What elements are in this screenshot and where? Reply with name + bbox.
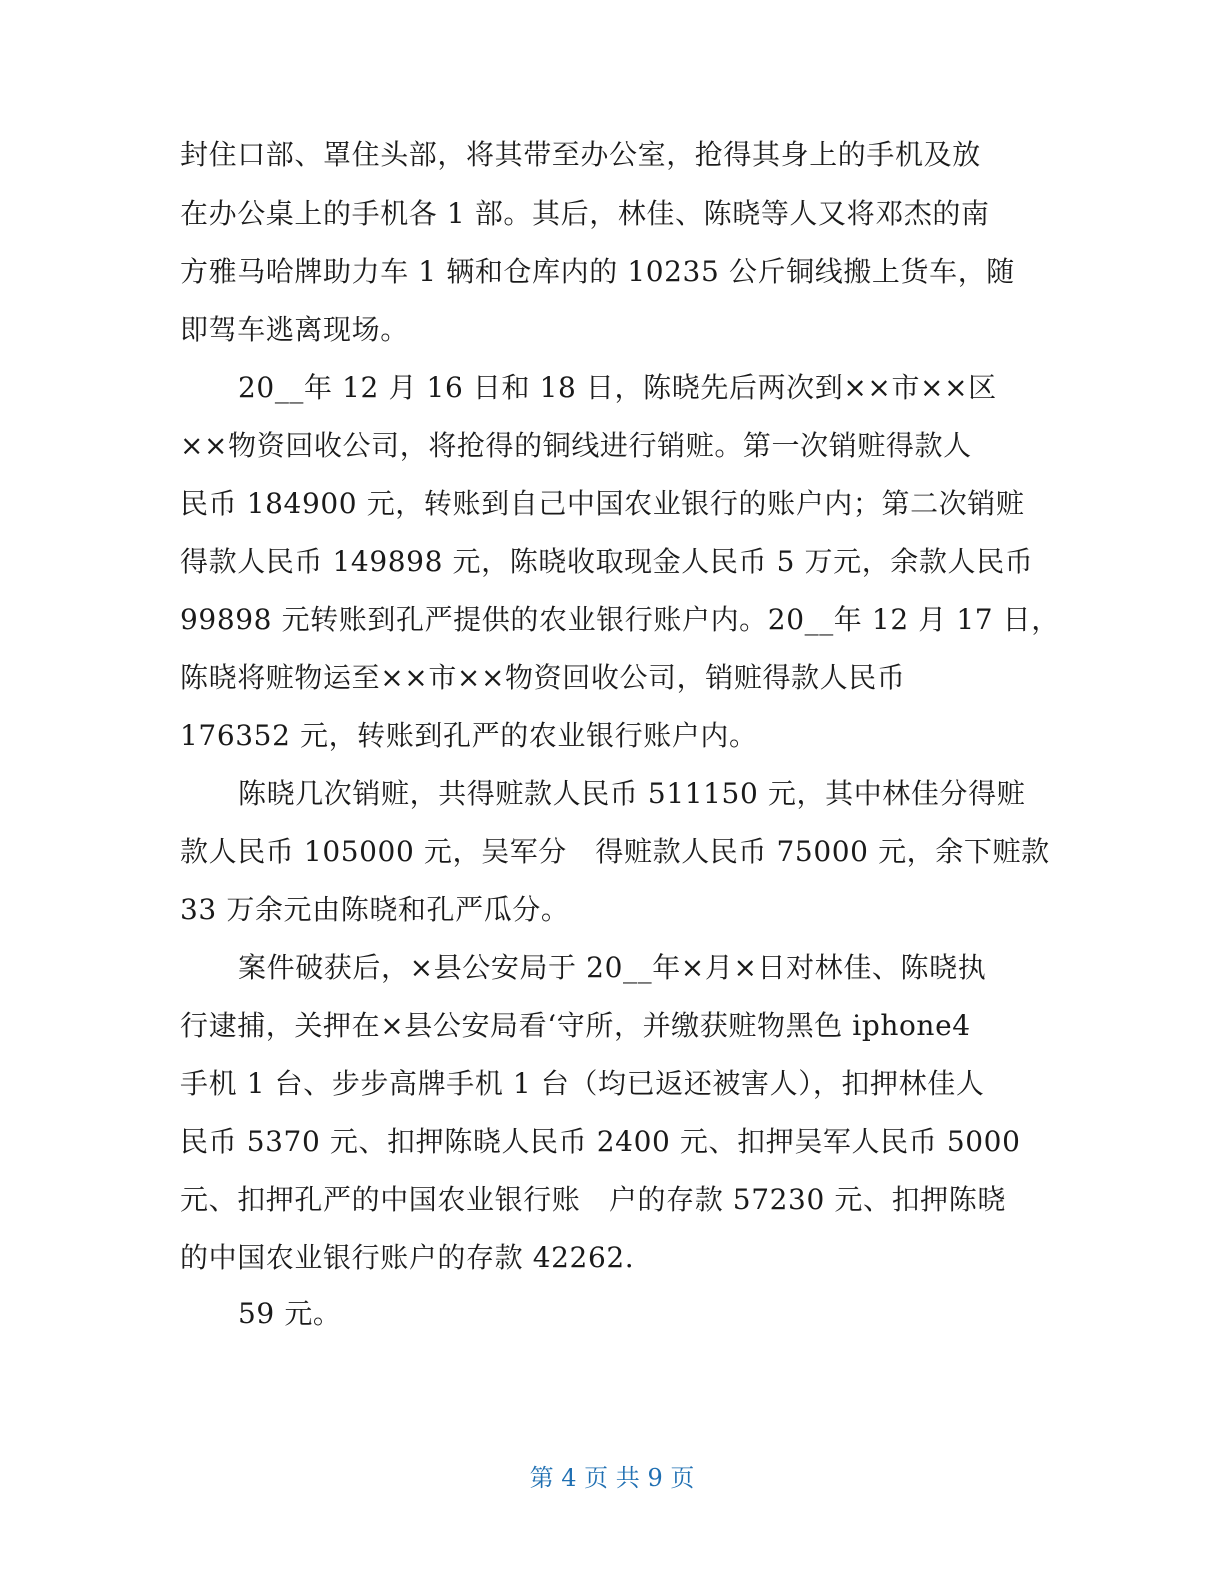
body-line: ××物资回收公司，将抢得的铜线进行销赃。第一次销赃得款人 — [180, 429, 972, 462]
body-line: 民币 5370 元、扣押陈晓人民币 2400 元、扣押吴军人民币 5000 — [180, 1125, 1021, 1158]
body-line: 陈晓将赃物运至××市××物资回收公司，销赃得款人民币 — [180, 661, 906, 694]
body-line: 案件破获后，×县公安局于 20__年×月×日对林佳、陈晓执 — [238, 951, 987, 984]
body-line: 封住口部、罩住头部，将其带至办公室，抢得其身上的手机及放 — [180, 138, 981, 171]
body-line: 手机 1 台、步步高牌手机 1 台（均已返还被害人），扣押林佳人 — [180, 1067, 985, 1100]
body-line: 的中国农业银行账户的存款 42262. — [180, 1241, 635, 1274]
body-line: 99898 元转账到孔严提供的农业银行账户内。20__年 12 月 17 日， — [180, 603, 1060, 636]
body-line: 陈晓几次销赃，共得赃款人民币 511150 元，其中林佳分得赃 — [238, 777, 1026, 810]
body-line: 得款人民币 149898 元，陈晓收取现金人民币 5 万元，余款人民币 — [180, 545, 1034, 578]
page-number: 第 4 页 共 9 页 — [529, 1464, 695, 1492]
body-line: 20__年 12 月 16 日和 18 日，陈晓先后两次到××市××区 — [238, 371, 997, 404]
body-line: 即驾车逃离现场。 — [180, 313, 409, 346]
body-line: 民币 184900 元，转账到自己中国农业银行的账户内；第二次销赃 — [180, 487, 1025, 520]
body-line: 方雅马哈牌助力车 1 辆和仓库内的 10235 公斤铜线搬上货车，随 — [180, 255, 1015, 288]
body-line: 33 万余元由陈晓和孔严瓜分。 — [180, 893, 570, 926]
body-line: 176352 元，转账到孔严的农业银行账户内。 — [180, 719, 758, 752]
body-line: 59 元。 — [238, 1297, 342, 1330]
body-line: 款人民币 105000 元，吴军分 得赃款人民币 75000 元，余下赃款 — [180, 835, 1050, 868]
body-line: 行逮捕，关押在×县公安局看‘守所，并缴获赃物黑色 iphone4 — [180, 1009, 971, 1042]
body-line: 元、扣押孔严的中国农业银行账 户的存款 57230 元、扣押陈晓 — [180, 1183, 1006, 1216]
body-line: 在办公桌上的手机各 1 部。其后，林佳、陈晓等人又将邓杰的南 — [180, 197, 990, 230]
